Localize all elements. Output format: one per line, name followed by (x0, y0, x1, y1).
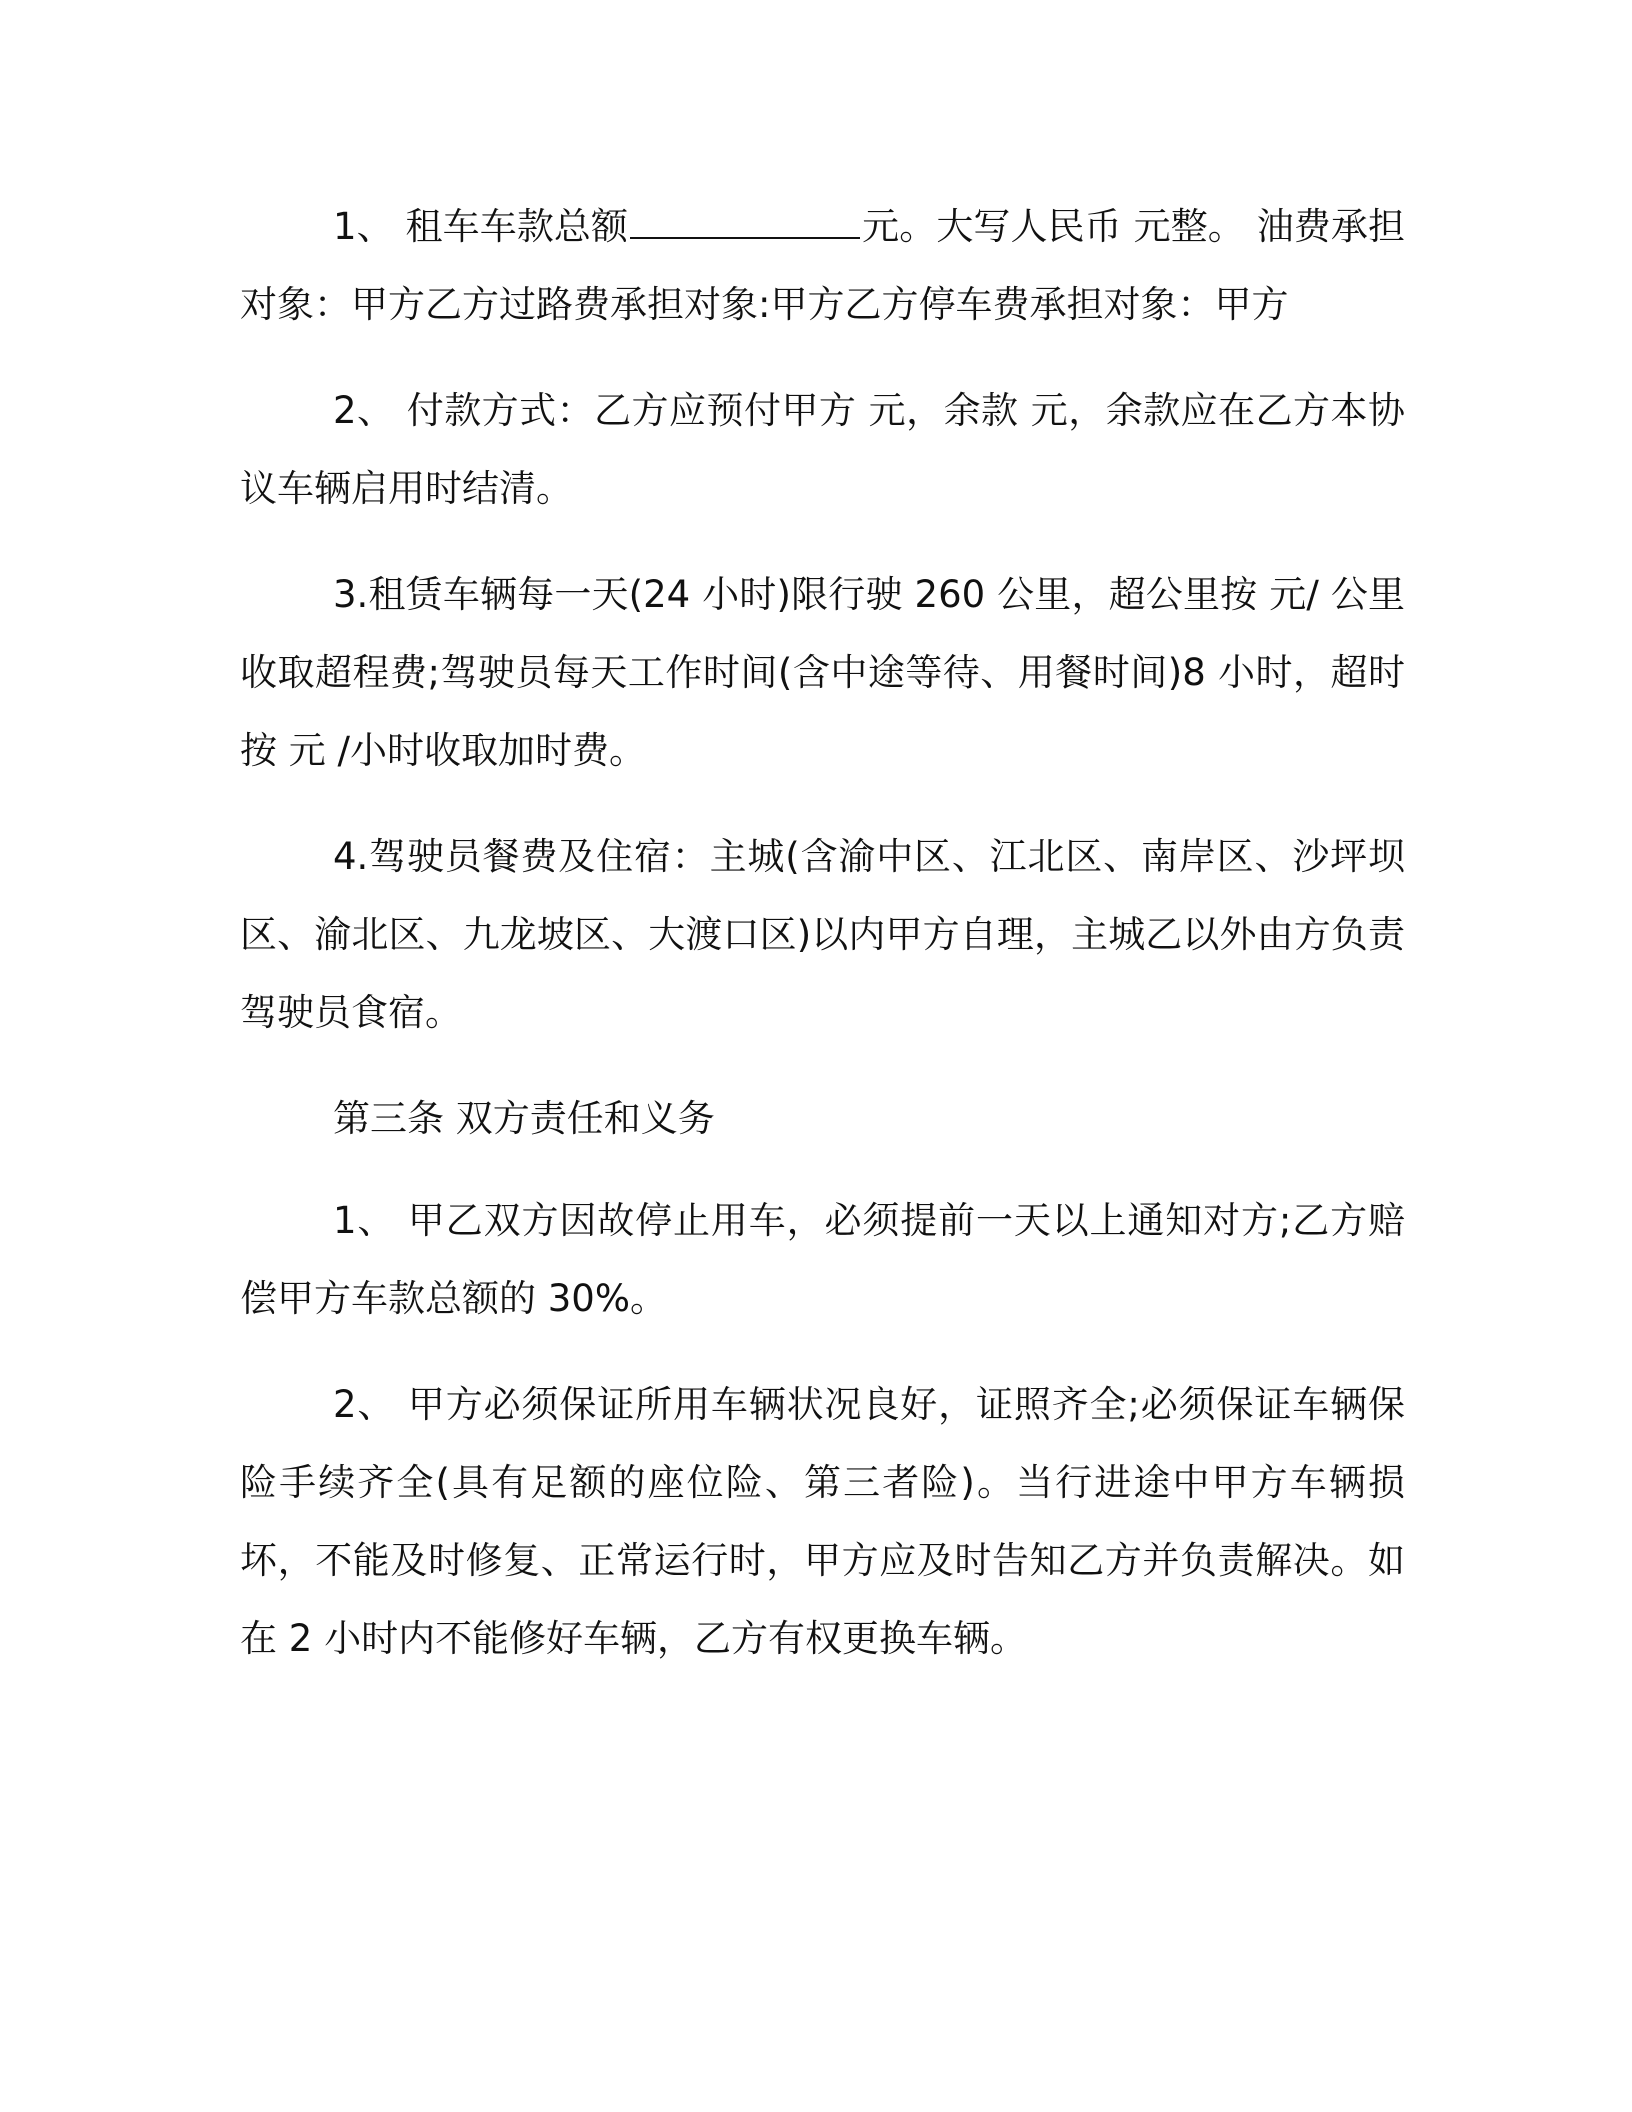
amount-blank-line (630, 207, 860, 239)
paragraph-payment-method: 2、 付款方式：乙方应预付甲方 元，余款 元，余款应在乙方本协议车辆启用时结清。 (240, 389, 1405, 510)
rental-total-rest: 元。大写人民币 元整。 油费承担对象：甲方乙方过路费承担对象:甲方乙方停车费承担对象：甲方 (240, 205, 1405, 326)
paragraph-driver-meals-lodging: 4.驾驶员餐费及住宿：主城(含渝中区、江北区、南岸区、沙坪坝区、渝北区、九龙坡区、大渡口区)以内甲方自理，主城乙以外由方负责驾驶员食宿。 (240, 835, 1405, 1034)
document-body (240, 188, 1405, 1706)
paragraph-cancellation: 1、 甲乙双方因故停止用车，必须提前一天以上通知对方;乙方赔偿甲方车款总额的 30%。 (240, 1199, 1405, 1320)
paragraph-vehicle-condition: 2、 甲方必须保证所用车辆状况良好，证照齐全;必须保证车辆保险手续齐全(具有足额的座位险、第三者险)。当行进途中甲方车辆损坏，不能及时修复、正常运行时，甲方应及时告知乙方并负责解决。如在 2 小时内不能修好车辆，乙方有权更换车辆。 (240, 1383, 1405, 1660)
rental-total-label: 1、 租车车款总额 (333, 205, 629, 248)
paragraph-rental-total (240, 188, 1405, 344)
paragraph-daily-mileage: 3.租赁车辆每一天(24 小时)限行驶 260 公里，超公里按 元/ 公里收取超程费;驾驶员每天工作时间(含中途等待、用餐时间)8 小时，超时按 元 /小时收取加时费。 (240, 573, 1405, 772)
section-heading-article-3: 第三条 双方责任和义务 (333, 1097, 715, 1140)
